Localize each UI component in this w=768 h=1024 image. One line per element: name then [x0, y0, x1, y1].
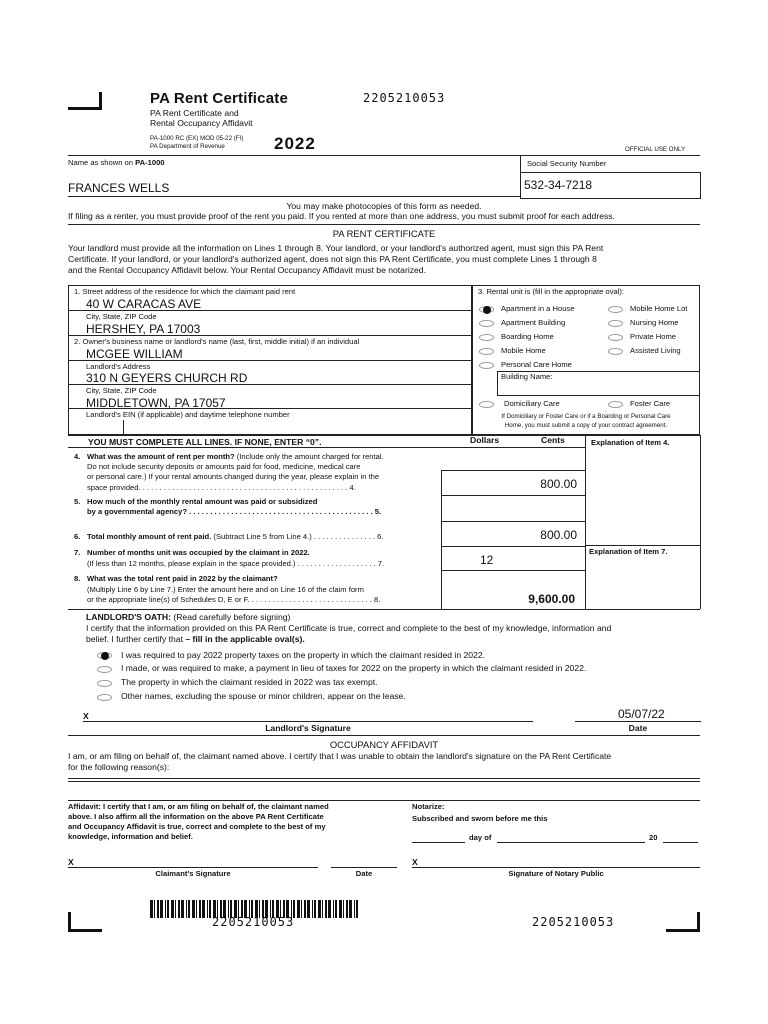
- barcode-bar: [167, 900, 169, 918]
- oath-oval-2[interactable]: [97, 666, 112, 673]
- barcode-bar: [157, 900, 159, 918]
- ssn-label: Social Security Number: [527, 159, 607, 168]
- line1-street-value[interactable]: 40 W CARACAS AVE: [86, 297, 202, 311]
- line8-text-c: or the appropriate line(s) of Schedules D, E or F. . . . . . . . . . . . . . . . . . . . . . . . . . . . . . 8.: [87, 595, 381, 604]
- occupancy-affidavit-heading: OCCUPANCY AFFIDAVIT: [329, 739, 439, 750]
- barcode-bar: [160, 900, 163, 918]
- line5-amount[interactable]: [441, 500, 577, 518]
- oval-mobile-home[interactable]: [479, 348, 494, 355]
- oval-apartment-building[interactable]: [479, 320, 494, 327]
- landlord-date-label: Date: [628, 723, 648, 733]
- option-nursing-home: Nursing Home: [630, 318, 679, 327]
- option-personal-care-home: Personal Care Home: [501, 360, 572, 369]
- line1-csz-value[interactable]: HERSHEY, PA 17003: [86, 322, 201, 336]
- barcode-bar: [339, 900, 342, 918]
- form-subtitle-1: PA Rent Certificate and: [150, 108, 239, 118]
- sworn-year-line[interactable]: [663, 842, 698, 843]
- explanation-item7-label: Explanation of Item 7.: [589, 547, 668, 556]
- notary-signature-line[interactable]: [412, 867, 700, 868]
- line5-text-a: How much of the monthly rental amount was paid or subsidized: [87, 497, 318, 506]
- cents-header: Cents: [541, 435, 565, 445]
- line7-text-b: (If less than 12 months, please explain in the space provided.) . . . . . . . . . . . . . . . . . . . 7.: [87, 559, 385, 568]
- day-of-label: day of: [469, 833, 492, 842]
- oval-foster-care[interactable]: [608, 401, 623, 408]
- notary-sign-x: X: [412, 857, 418, 867]
- barcode-bar: [343, 900, 344, 918]
- photocopy-notice: You may make photocopies of this form as needed.: [286, 201, 482, 211]
- explanation-item4-label: Explanation of Item 4.: [591, 438, 670, 447]
- official-use-label: OFFICIAL USE ONLY: [625, 146, 686, 153]
- landlord-address-value[interactable]: 310 N GEYERS CHURCH RD: [86, 371, 248, 385]
- barcode-bar: [165, 900, 166, 918]
- barcode-bar: [304, 900, 306, 918]
- barcode-bar: [207, 900, 208, 918]
- barcode-bar: [154, 900, 155, 918]
- line4-text-d: space provided. . . . . . . . . . . . . . . . . . . . . . . . . . . . . . . . . . . . . . . . . . . . . . . . . . 4.: [87, 483, 356, 492]
- barcode-bar: [297, 900, 300, 918]
- oath-oval-4[interactable]: [97, 694, 112, 701]
- line7-number: 7.: [74, 548, 81, 557]
- barcode-bar: [318, 900, 321, 918]
- sworn-label: Subscribed and sworn before me this: [412, 814, 548, 823]
- registration-mark-bottom-right: [666, 912, 700, 932]
- landlord-signature-line[interactable]: [83, 721, 533, 722]
- oath-oval-3[interactable]: [97, 680, 112, 687]
- barcode-bar: [354, 900, 355, 918]
- barcode-bar: [328, 900, 331, 918]
- oval-private-home[interactable]: [608, 334, 623, 341]
- reason-line-1[interactable]: [68, 778, 700, 779]
- line4-amount[interactable]: 800.00: [540, 477, 577, 491]
- line2-landlord-value[interactable]: MCGEE WILLIAM: [86, 347, 183, 361]
- affidavit-stmt-2: above. I also affirm all the information on the above PA Rent Certificate: [68, 812, 324, 821]
- line7-text-a: Number of months unit was occupied by the claimant in 2022.: [87, 548, 310, 557]
- registration-mark-bottom-left: [68, 912, 102, 932]
- barcode-bar: [202, 900, 205, 918]
- barcode-number: 2205210053: [212, 915, 295, 929]
- barcode-bar: [171, 900, 174, 918]
- option-mobile-home-lot: Mobile Home Lot: [630, 304, 688, 313]
- barcode-bar: [181, 900, 184, 918]
- claimant-date-line[interactable]: [331, 867, 397, 868]
- oval-mobile-home-lot[interactable]: [608, 306, 623, 313]
- notary-signature-label: Signature of Notary Public: [508, 869, 604, 878]
- option-private-home: Private Home: [630, 332, 677, 341]
- year-prefix-label: 20: [649, 833, 658, 842]
- barcode-bar: [192, 900, 195, 918]
- ssn-value: 532-34-7218: [524, 178, 593, 192]
- affidavit-stmt-1: Affidavit: I certify that I am, or am filing on behalf of, the claimant named: [68, 802, 329, 811]
- barcode-bar: [186, 900, 187, 918]
- barcode-bar: [307, 900, 310, 918]
- barcode-bar: [349, 900, 352, 918]
- barcode-bar: [209, 900, 211, 918]
- line8-text-a: What was the total rent paid in 2022 by the claimant?: [87, 574, 278, 583]
- barcode-bar: [199, 900, 201, 918]
- barcode-bar: [325, 900, 327, 918]
- oval-apartment-in-house[interactable]: [479, 306, 494, 313]
- footer-document-number: 2205210053: [532, 915, 615, 929]
- oval-domiciliary-care[interactable]: [479, 401, 494, 408]
- option-mobile-home: Mobile Home: [501, 346, 546, 355]
- department: PA Department of Revenue: [150, 143, 225, 150]
- oath-heading: LANDLORD'S OATH: (Read carefully before signing): [86, 612, 291, 622]
- form-title: PA Rent Certificate: [150, 90, 288, 107]
- oval-nursing-home[interactable]: [608, 320, 623, 327]
- claimant-sign-x: X: [68, 857, 74, 867]
- claimant-date-label: Date: [355, 869, 373, 878]
- claimant-signature-label: Claimant's Signature: [155, 869, 231, 878]
- rent-intro-2: Certificate. If your landlord, or your landlord's authorized agent, does not sign this PA Rent Certificate, you must complete Lines 1 through 8: [68, 254, 597, 264]
- oath-option-2: I made, or was required to make, a payment in lieu of taxes for 2022 on the property in which the claimant resided in 2022.: [121, 663, 587, 673]
- option-apartment-building: Apartment Building: [501, 318, 566, 327]
- landlord-date-value[interactable]: 05/07/22: [618, 707, 665, 721]
- sworn-month-line[interactable]: [497, 842, 645, 843]
- landlord-sign-x: X: [83, 711, 89, 721]
- dollars-header: Dollars: [470, 435, 500, 445]
- form-code: PA-1000 RC (EX) MOD 05-22 (FI): [150, 135, 244, 142]
- claimant-signature-line[interactable]: [68, 867, 318, 868]
- affidavit-stmt-4: knowledge, information and belief.: [68, 832, 193, 841]
- oath-oval-1[interactable]: [97, 652, 112, 659]
- affidavit-text-1: I am, or am filing on behalf of, the claimant named above. I certify that I was unable to obtain the landlord's signature on the PA Rent Certificate: [68, 751, 612, 761]
- barcode-bar: [188, 900, 190, 918]
- barcode-bar: [335, 900, 337, 918]
- option-domiciliary-care: Domiciliary Care: [504, 399, 560, 408]
- oval-personal-care-home[interactable]: [479, 362, 494, 369]
- building-name-label: Building Name:: [501, 372, 553, 381]
- landlord-csz-label: City, State, ZIP Code: [86, 386, 157, 395]
- line1-csz-label: City, State, ZIP Code: [86, 312, 157, 321]
- option-boarding-home: Boarding Home: [501, 332, 554, 341]
- line2-label: 2. Owner's business name or landlord's name (last, first, middle initial) if an individual: [74, 337, 360, 346]
- barcode-bar: [301, 900, 302, 918]
- form-subtitle-2: Rental Occupancy Affidavit: [150, 118, 253, 128]
- notarize-label: Notarize:: [412, 802, 445, 811]
- line5-number: 5.: [74, 497, 81, 506]
- line7-months[interactable]: 12: [480, 553, 494, 567]
- affidavit-stmt-3: and Occupancy Affidavit is true, correct and complete to the best of my: [68, 822, 326, 831]
- oath-text-1: I certify that the information provided on this PA Rent Certificate is true, correct and complete to the best of my knowledge, information and: [86, 623, 612, 633]
- tax-year: 2022: [274, 134, 316, 153]
- barcode-bar: [333, 900, 334, 918]
- line1-label: 1. Street address of the residence for which the claimant paid rent: [74, 287, 296, 296]
- line4-text-a: What was the amount of rent per month? (Include only the amount charged for rental.: [87, 452, 384, 461]
- barcode-bar: [175, 900, 176, 918]
- document-number: 2205210053: [363, 91, 446, 105]
- line4-number: 4.: [74, 452, 81, 461]
- name-label: Name as shown on PA-1000: [68, 158, 165, 167]
- line4-text-c: or personal care.) If your rental amounts changed during the year, please explain in the: [87, 472, 380, 481]
- oath-option-3: The property in which the claimant resided in 2022 was tax exempt.: [121, 677, 378, 687]
- line8-text-b: (Multiply Line 6 by Line 7.) Enter the amount here and on Line 16 of the claim form: [87, 585, 364, 594]
- rent-intro-3: and the Rental Occupancy Affidavit below. Your Rental Occupancy Affidavit must be notarized.: [68, 265, 426, 275]
- barcode-bar: [346, 900, 348, 918]
- oval-boarding-home[interactable]: [479, 334, 494, 341]
- affidavit-text-2: for the following reason(s):: [68, 762, 170, 772]
- landlord-csz-value[interactable]: MIDDLETOWN, PA 17057: [86, 396, 226, 410]
- rental-unit-label: 3. Rental unit is (fill in the appropriate oval):: [478, 287, 625, 296]
- barcode-bar: [314, 900, 316, 918]
- line8-number: 8.: [74, 574, 81, 583]
- landlord-signature-label: Landlord's Signature: [265, 723, 351, 733]
- line6-number: 6.: [74, 532, 81, 541]
- barcode-bar: [356, 900, 358, 918]
- oath-option-1: I was required to pay 2022 property taxes on the property in which the claimant resided in 2022.: [121, 650, 486, 660]
- name-value[interactable]: FRANCES WELLS: [68, 181, 170, 195]
- line8-total[interactable]: 9,600.00: [528, 592, 575, 606]
- barcode-bar: [312, 900, 313, 918]
- care-note-1: If Domiciliary or Foster Care or if a Boarding or Personal Care: [501, 413, 671, 420]
- option-apartment-in-house: Apartment in a House: [501, 304, 575, 313]
- oath-text-2: belief. I further certify that – fill in the applicable oval(s).: [86, 634, 305, 644]
- option-assisted-living: Assisted Living: [630, 346, 681, 355]
- oval-assisted-living[interactable]: [608, 348, 623, 355]
- barcode-bar: [178, 900, 180, 918]
- oath-option-4: Other names, excluding the spouse or minor children, appear on the lease.: [121, 691, 406, 701]
- landlord-address-label: Landlord's Address: [86, 362, 151, 371]
- barcode-bar: [322, 900, 323, 918]
- line6-amount[interactable]: 800.00: [540, 528, 577, 542]
- proof-notice: If filing as a renter, you must provide proof of the rent you paid. If you rented at more than one address, you must submit proof for each address.: [68, 211, 615, 221]
- must-complete-note: YOU MUST COMPLETE ALL LINES. IF NONE, ENTER “0”.: [88, 437, 322, 447]
- rent-certificate-heading: PA RENT CERTIFICATE: [332, 228, 436, 239]
- barcode-bar: [196, 900, 197, 918]
- line6-text: Total monthly amount of rent paid. (Subtract Line 5 from Line 4.) . . . . . . . . . . . . . . . 6.: [87, 532, 384, 541]
- option-foster-care: Foster Care: [630, 399, 671, 408]
- rent-intro-1: Your landlord must provide all the information on Lines 1 through 8. Your landlord, or your landlord's authorized agent, must sign this PA Rent: [68, 243, 604, 253]
- barcode-bar: [150, 900, 153, 918]
- line5-text-b: by a governmental agency? . . . . . . . . . . . . . . . . . . . . . . . . . . . . . . . . . . . . . . . . . . . . 5.: [87, 507, 382, 516]
- sworn-day-line[interactable]: [412, 842, 465, 843]
- care-note-2: Home, you must submit a copy of your contract agreement.: [504, 422, 668, 429]
- landlord-ein-label: Landlord's EIN (if applicable) and daytime telephone number: [86, 410, 290, 419]
- line4-text-b: Do not include security deposits or amounts paid for food, medicine, medical care: [87, 462, 361, 471]
- registration-mark-top-left: [68, 92, 102, 110]
